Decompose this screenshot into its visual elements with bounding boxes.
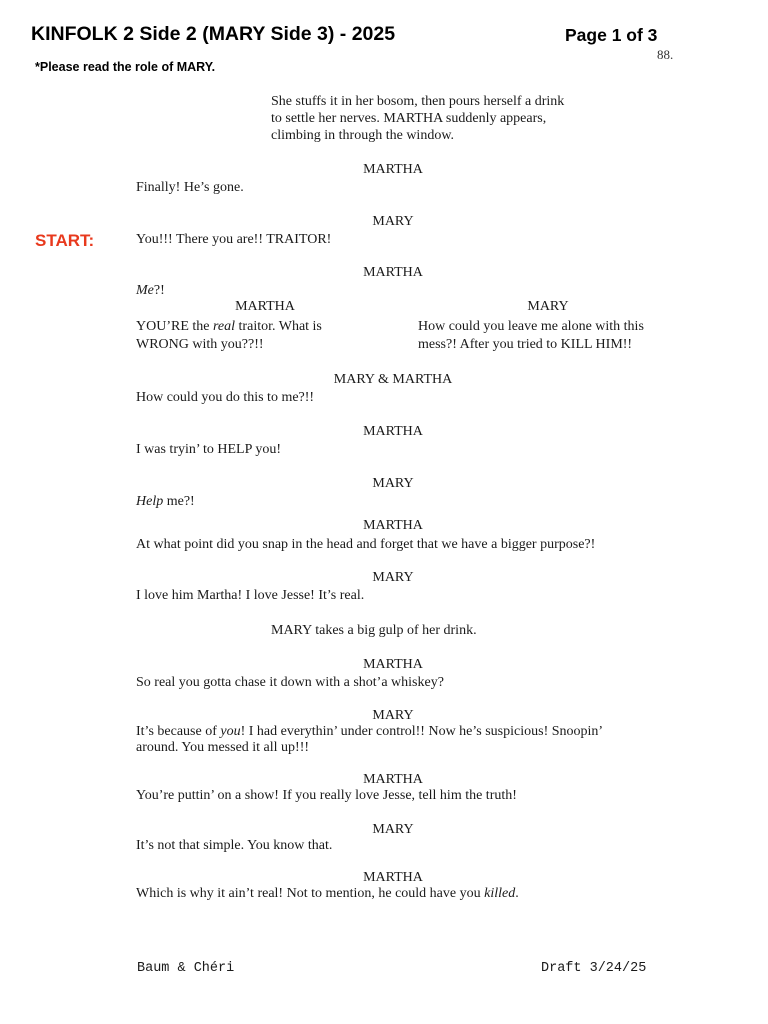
read-instruction: *Please read the role of MARY. <box>35 60 216 74</box>
dialogue-text: me?! <box>163 494 195 509</box>
dialogue-line: It’s not that simple. You know that. <box>136 838 333 853</box>
character-cue: MARY <box>372 570 414 585</box>
dual-cue-right: MARY <box>527 299 569 314</box>
character-cue: MARTHA <box>363 518 423 533</box>
emphasis-text: Me <box>136 283 154 298</box>
emphasis-text: Help <box>136 494 164 509</box>
character-cue: MARY <box>372 476 414 491</box>
dual-line-left: WRONG with you??!! <box>136 337 264 352</box>
dialogue-text: . <box>515 886 519 901</box>
dialogue-line: How could you do this to me?!! <box>136 390 315 405</box>
dialogue-line <box>136 885 519 902</box>
emphasis-text: real <box>213 319 236 334</box>
dual-line-left <box>136 318 322 335</box>
dialogue-line <box>136 723 603 740</box>
character-cue: MARTHA <box>363 870 423 885</box>
emphasis-text: killed <box>484 886 516 901</box>
dialogue-line: I love him Martha! I love Jesse! It’s real. <box>136 588 365 603</box>
dialogue-text: YOU’RE the <box>136 319 213 334</box>
character-cue: MARTHA <box>363 424 423 439</box>
dialogue-line <box>136 493 195 510</box>
dialogue-line: I was tryin’ to HELP you! <box>136 442 282 457</box>
document-title: KINFOLK 2 Side 2 (MARY Side 3) - 2025 <box>31 23 396 45</box>
dialogue-line: around. You messed it all up!!! <box>136 740 310 755</box>
dialogue-line: At what point did you snap in the head and forget that we have a bigger purpose?! <box>136 537 596 552</box>
dual-line-right: mess?! After you tried to KILL HIM!! <box>418 337 633 352</box>
dual-cue-left: MARTHA <box>235 299 295 314</box>
dual-line-right: How could you leave me alone with this <box>418 319 644 334</box>
start-marker: START: <box>35 231 95 250</box>
action-line: MARY takes a big gulp of her drink. <box>271 623 477 638</box>
dialogue-line: So real you gotta chase it down with a shot’a whiskey? <box>136 675 444 690</box>
action-line: She stuffs it in her bosom, then pours herself a drink <box>271 94 565 109</box>
dialogue-line <box>136 282 165 299</box>
character-cue: MARTHA <box>363 657 423 672</box>
page-number: 88. <box>657 47 674 62</box>
character-cue: MARTHA <box>363 265 423 280</box>
dialogue-text: ?! <box>153 283 165 298</box>
action-line: climbing in through the window. <box>271 128 455 143</box>
dialogue-line: You’re puttin’ on a show! If you really love Jesse, tell him the truth! <box>136 788 517 803</box>
action-line: to settle her nerves. MARTHA suddenly appears, <box>271 111 547 126</box>
dialogue-line: You!!! There you are!! TRAITOR! <box>136 232 332 247</box>
character-cue: MARTHA <box>363 772 423 787</box>
character-cue: MARY & MARTHA <box>333 372 453 387</box>
dialogue-text: traitor. What is <box>235 319 322 334</box>
footer-draft-date: Draft 3/24/25 <box>541 961 647 976</box>
dialogue-text: It’s because of <box>136 724 221 739</box>
footer-authors: Baum & Chéri <box>137 961 235 976</box>
dialogue-text: ! I had everythin’ under control!! Now he’s suspicious! Snoopin’ <box>240 724 604 739</box>
emphasis-text: you <box>220 724 241 739</box>
dialogue-line: Finally! He’s gone. <box>136 180 244 195</box>
dialogue-text: Which is why it ain’t real! Not to mention, he could have you <box>136 886 485 901</box>
page-label: Page 1 of 3 <box>565 25 658 45</box>
character-cue: MARY <box>372 214 414 229</box>
character-cue: MARY <box>372 822 414 837</box>
character-cue: MARY <box>372 708 414 723</box>
character-cue: MARTHA <box>363 162 423 177</box>
